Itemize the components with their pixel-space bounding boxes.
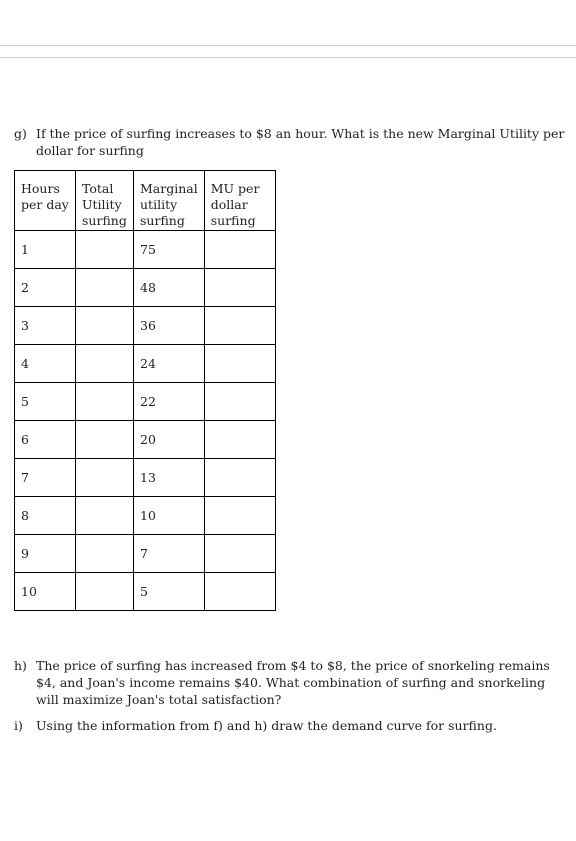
cell-hours: 7 — [15, 459, 76, 497]
table-row — [15, 269, 276, 307]
cell-hours: 6 — [15, 421, 76, 459]
cell-mu-per-dollar[interactable] — [204, 345, 275, 383]
utility-table — [14, 170, 276, 611]
cell-marginal-utility: 7 — [134, 535, 205, 573]
table-row — [15, 573, 276, 611]
cell-marginal-utility: 24 — [134, 345, 205, 383]
cell-mu-per-dollar[interactable] — [204, 573, 275, 611]
header-mu-per-dollar-line: dollar — [210, 197, 248, 212]
cell-total-utility[interactable] — [76, 269, 134, 307]
question-h-text: The price of surfing has increased from $4 to $8, the price of snorkeling remains $4, and Joan's income remains $40. What combination of surfing and snorkeling will maximize Joan's total satisfaction? — [36, 658, 550, 707]
cell-mu-per-dollar[interactable] — [204, 383, 275, 421]
cell-total-utility[interactable] — [76, 497, 134, 535]
cell-hours: 10 — [15, 573, 76, 611]
question-g-label: g) — [14, 126, 27, 141]
cell-mu-per-dollar[interactable] — [204, 535, 275, 573]
question-g-text: If the price of surfing increases to $8 an hour. What is the new Marginal Utility per dollar for surfing — [36, 126, 565, 158]
header-mu-per-dollar — [204, 171, 275, 231]
header-marginal-utility — [134, 171, 205, 231]
cell-mu-per-dollar[interactable] — [204, 269, 275, 307]
cell-hours: 1 — [15, 231, 76, 269]
table-row — [15, 459, 276, 497]
header-total-utility — [76, 171, 134, 231]
top-divider-1 — [0, 45, 576, 46]
header-marginal-utility-line: Marginal — [140, 181, 198, 196]
question-g — [14, 125, 570, 159]
cell-total-utility[interactable] — [76, 535, 134, 573]
table-row — [15, 231, 276, 269]
cell-mu-per-dollar[interactable] — [204, 307, 275, 345]
header-total-utility-line: surfing — [82, 213, 127, 228]
cell-marginal-utility: 13 — [134, 459, 205, 497]
cell-marginal-utility: 20 — [134, 421, 205, 459]
cell-marginal-utility: 5 — [134, 573, 205, 611]
question-i — [14, 717, 562, 734]
header-mu-per-dollar-line: MU per — [210, 181, 260, 196]
cell-mu-per-dollar[interactable] — [204, 231, 275, 269]
table-row — [15, 497, 276, 535]
cell-marginal-utility: 75 — [134, 231, 205, 269]
cell-hours: 3 — [15, 307, 76, 345]
cell-mu-per-dollar[interactable] — [204, 497, 275, 535]
header-hours-line: per day — [21, 197, 69, 212]
cell-total-utility[interactable] — [76, 459, 134, 497]
cell-hours: 5 — [15, 383, 76, 421]
table-row — [15, 421, 276, 459]
header-mu-per-dollar-line: surfing — [210, 213, 256, 228]
cell-total-utility[interactable] — [76, 383, 134, 421]
table-row — [15, 345, 276, 383]
question-h-label: h) — [14, 658, 27, 673]
cell-hours: 4 — [15, 345, 76, 383]
header-hours-line: Hours — [21, 181, 60, 196]
cell-total-utility[interactable] — [76, 345, 134, 383]
cell-total-utility[interactable] — [76, 421, 134, 459]
question-i-text: Using the information from f) and h) draw the demand curve for surfing. — [36, 718, 497, 733]
header-hours — [15, 171, 76, 231]
question-i-label: i) — [14, 718, 23, 733]
cell-marginal-utility: 36 — [134, 307, 205, 345]
cell-total-utility[interactable] — [76, 307, 134, 345]
cell-total-utility[interactable] — [76, 231, 134, 269]
header-marginal-utility-line: surfing — [140, 213, 185, 228]
cell-hours: 2 — [15, 269, 76, 307]
table-row — [15, 383, 276, 421]
top-divider-2 — [0, 57, 576, 58]
table-row — [15, 535, 276, 573]
cell-total-utility[interactable] — [76, 573, 134, 611]
cell-marginal-utility: 22 — [134, 383, 205, 421]
cell-marginal-utility: 48 — [134, 269, 205, 307]
table-row — [15, 307, 276, 345]
question-h — [14, 657, 562, 708]
header-total-utility-line: Total — [82, 181, 114, 196]
cell-hours: 9 — [15, 535, 76, 573]
cell-mu-per-dollar[interactable] — [204, 459, 275, 497]
header-total-utility-line: Utility — [82, 197, 122, 212]
cell-mu-per-dollar[interactable] — [204, 421, 275, 459]
header-marginal-utility-line: utility — [140, 197, 178, 212]
cell-hours: 8 — [15, 497, 76, 535]
table-header-row — [15, 171, 276, 231]
cell-marginal-utility: 10 — [134, 497, 205, 535]
